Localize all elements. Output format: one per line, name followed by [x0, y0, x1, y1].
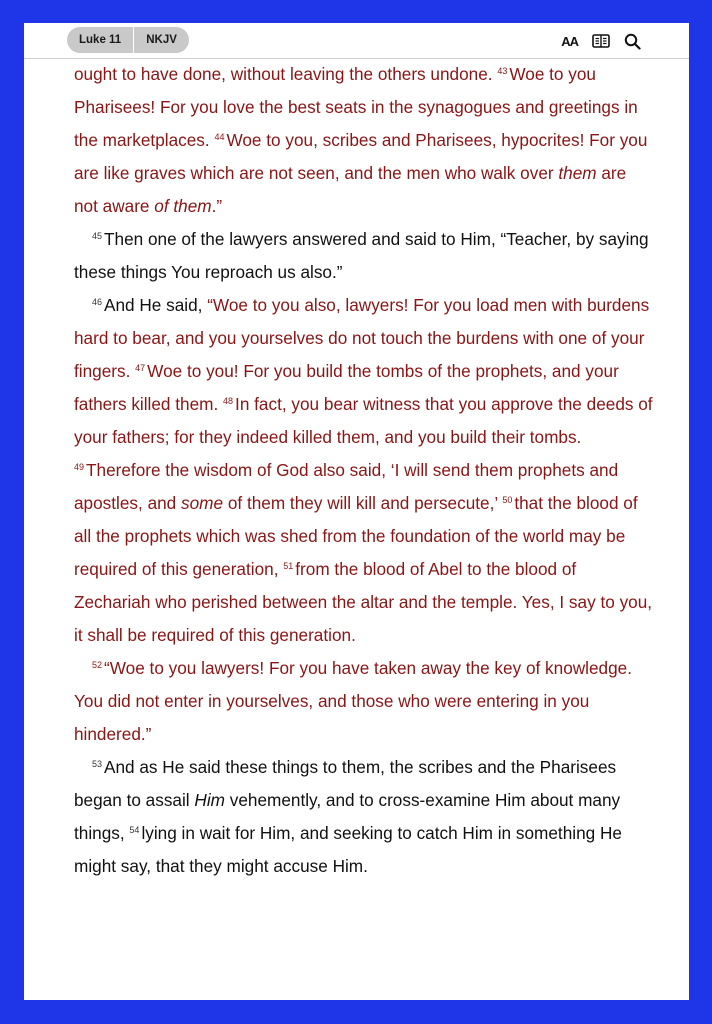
paragraph-5 [74, 751, 654, 883]
text-size-label: AA [561, 33, 578, 49]
passage-selector[interactable] [67, 27, 189, 53]
verse-number-48[interactable]: 48 [223, 396, 234, 406]
toolbar-actions [561, 30, 641, 52]
text-segment: And as He said these things to them, the scribes and the Pharisees began to assail [74, 757, 617, 810]
italic-segment: of them [154, 196, 212, 216]
verse-number-45[interactable]: 45 [92, 231, 103, 241]
text-segment: Woe to you! For you build the tombs of the prophets, and your fathers killed them. [74, 361, 619, 414]
text-segment: Woe to you, scribes and Pharisees, hypocrites! For you are like graves which are not seen, and the men who walk over [74, 130, 648, 183]
verse-number-54[interactable]: 54 [129, 825, 140, 835]
top-toolbar [24, 23, 689, 59]
search-icon[interactable] [624, 33, 641, 50]
verse-number-43[interactable]: 43 [497, 66, 508, 76]
paragraph-2 [74, 223, 654, 289]
verse-number-51[interactable]: 51 [283, 561, 294, 571]
text-segment: In fact, you bear witness that you approve the deeds of your fathers; for they indeed killed them, and you build their tombs. [74, 394, 653, 447]
text-segment: that the blood of all the prophets which was shed from the foundation of the world may be required of this generation, [74, 493, 638, 579]
scripture-text [74, 58, 654, 883]
book-chapter-button[interactable]: Luke 11 [79, 34, 122, 46]
text-segment: Then one of the lawyers answered and said to Him, “Teacher, by saying these things You reproach us also.” [74, 229, 649, 282]
book-icon[interactable] [592, 34, 610, 48]
text-size-icon[interactable] [561, 34, 578, 49]
paragraph-4 [74, 652, 654, 751]
verse-number-52[interactable]: 52 [92, 660, 103, 670]
version-button[interactable]: NKJV [146, 34, 177, 46]
text-segment: are not aware [74, 163, 627, 216]
text-segment: And He said, [104, 295, 208, 315]
verse-number-53[interactable]: 53 [92, 759, 103, 769]
verse-number-44[interactable]: 44 [214, 132, 225, 142]
paragraph-1 [74, 58, 654, 223]
italic-segment: them [558, 163, 597, 183]
text-segment: from the blood of Abel to the blood of Zechariah who perished between the altar and the temple. Yes, I say to you, it shall be required of this generation. [74, 559, 653, 645]
verse-number-46[interactable]: 46 [92, 297, 103, 307]
text-segment: of them they will kill and persecute,’ [223, 493, 503, 513]
text-segment: “Woe to you lawyers! For you have taken away the key of knowledge. You did not enter in yourselves, and those who were entering in you hindered.” [74, 658, 633, 744]
verse-number-47[interactable]: 47 [135, 363, 146, 373]
text-segment: .” [211, 196, 223, 216]
text-segment: lying in wait for Him, and seeking to catch Him in something He might say, that they might accuse Him. [74, 823, 622, 876]
verse-number-49[interactable]: 49 [74, 462, 85, 472]
text-segment: Woe to you Pharisees! For you love the best seats in the synagogues and greetings in the marketplaces. [74, 64, 638, 150]
text-segment: ought to have done, without leaving the others undone. [74, 64, 498, 84]
italic-segment: Him [194, 790, 225, 810]
verse-number-50[interactable]: 50 [502, 495, 513, 505]
text-segment: vehemently, and to cross-examine Him about many things, [74, 790, 621, 843]
text-segment: “Woe to you also, lawyers! For you load men with burdens hard to bear, and you yourselves do not touch the burdens with one of your fingers. [74, 295, 650, 381]
paragraph-3 [74, 289, 654, 652]
reader-screen [24, 23, 689, 1000]
text-segment: Therefore the wisdom of God also said, ‘I will send them prophets and apostles, and [74, 460, 619, 513]
italic-segment: some [181, 493, 224, 513]
